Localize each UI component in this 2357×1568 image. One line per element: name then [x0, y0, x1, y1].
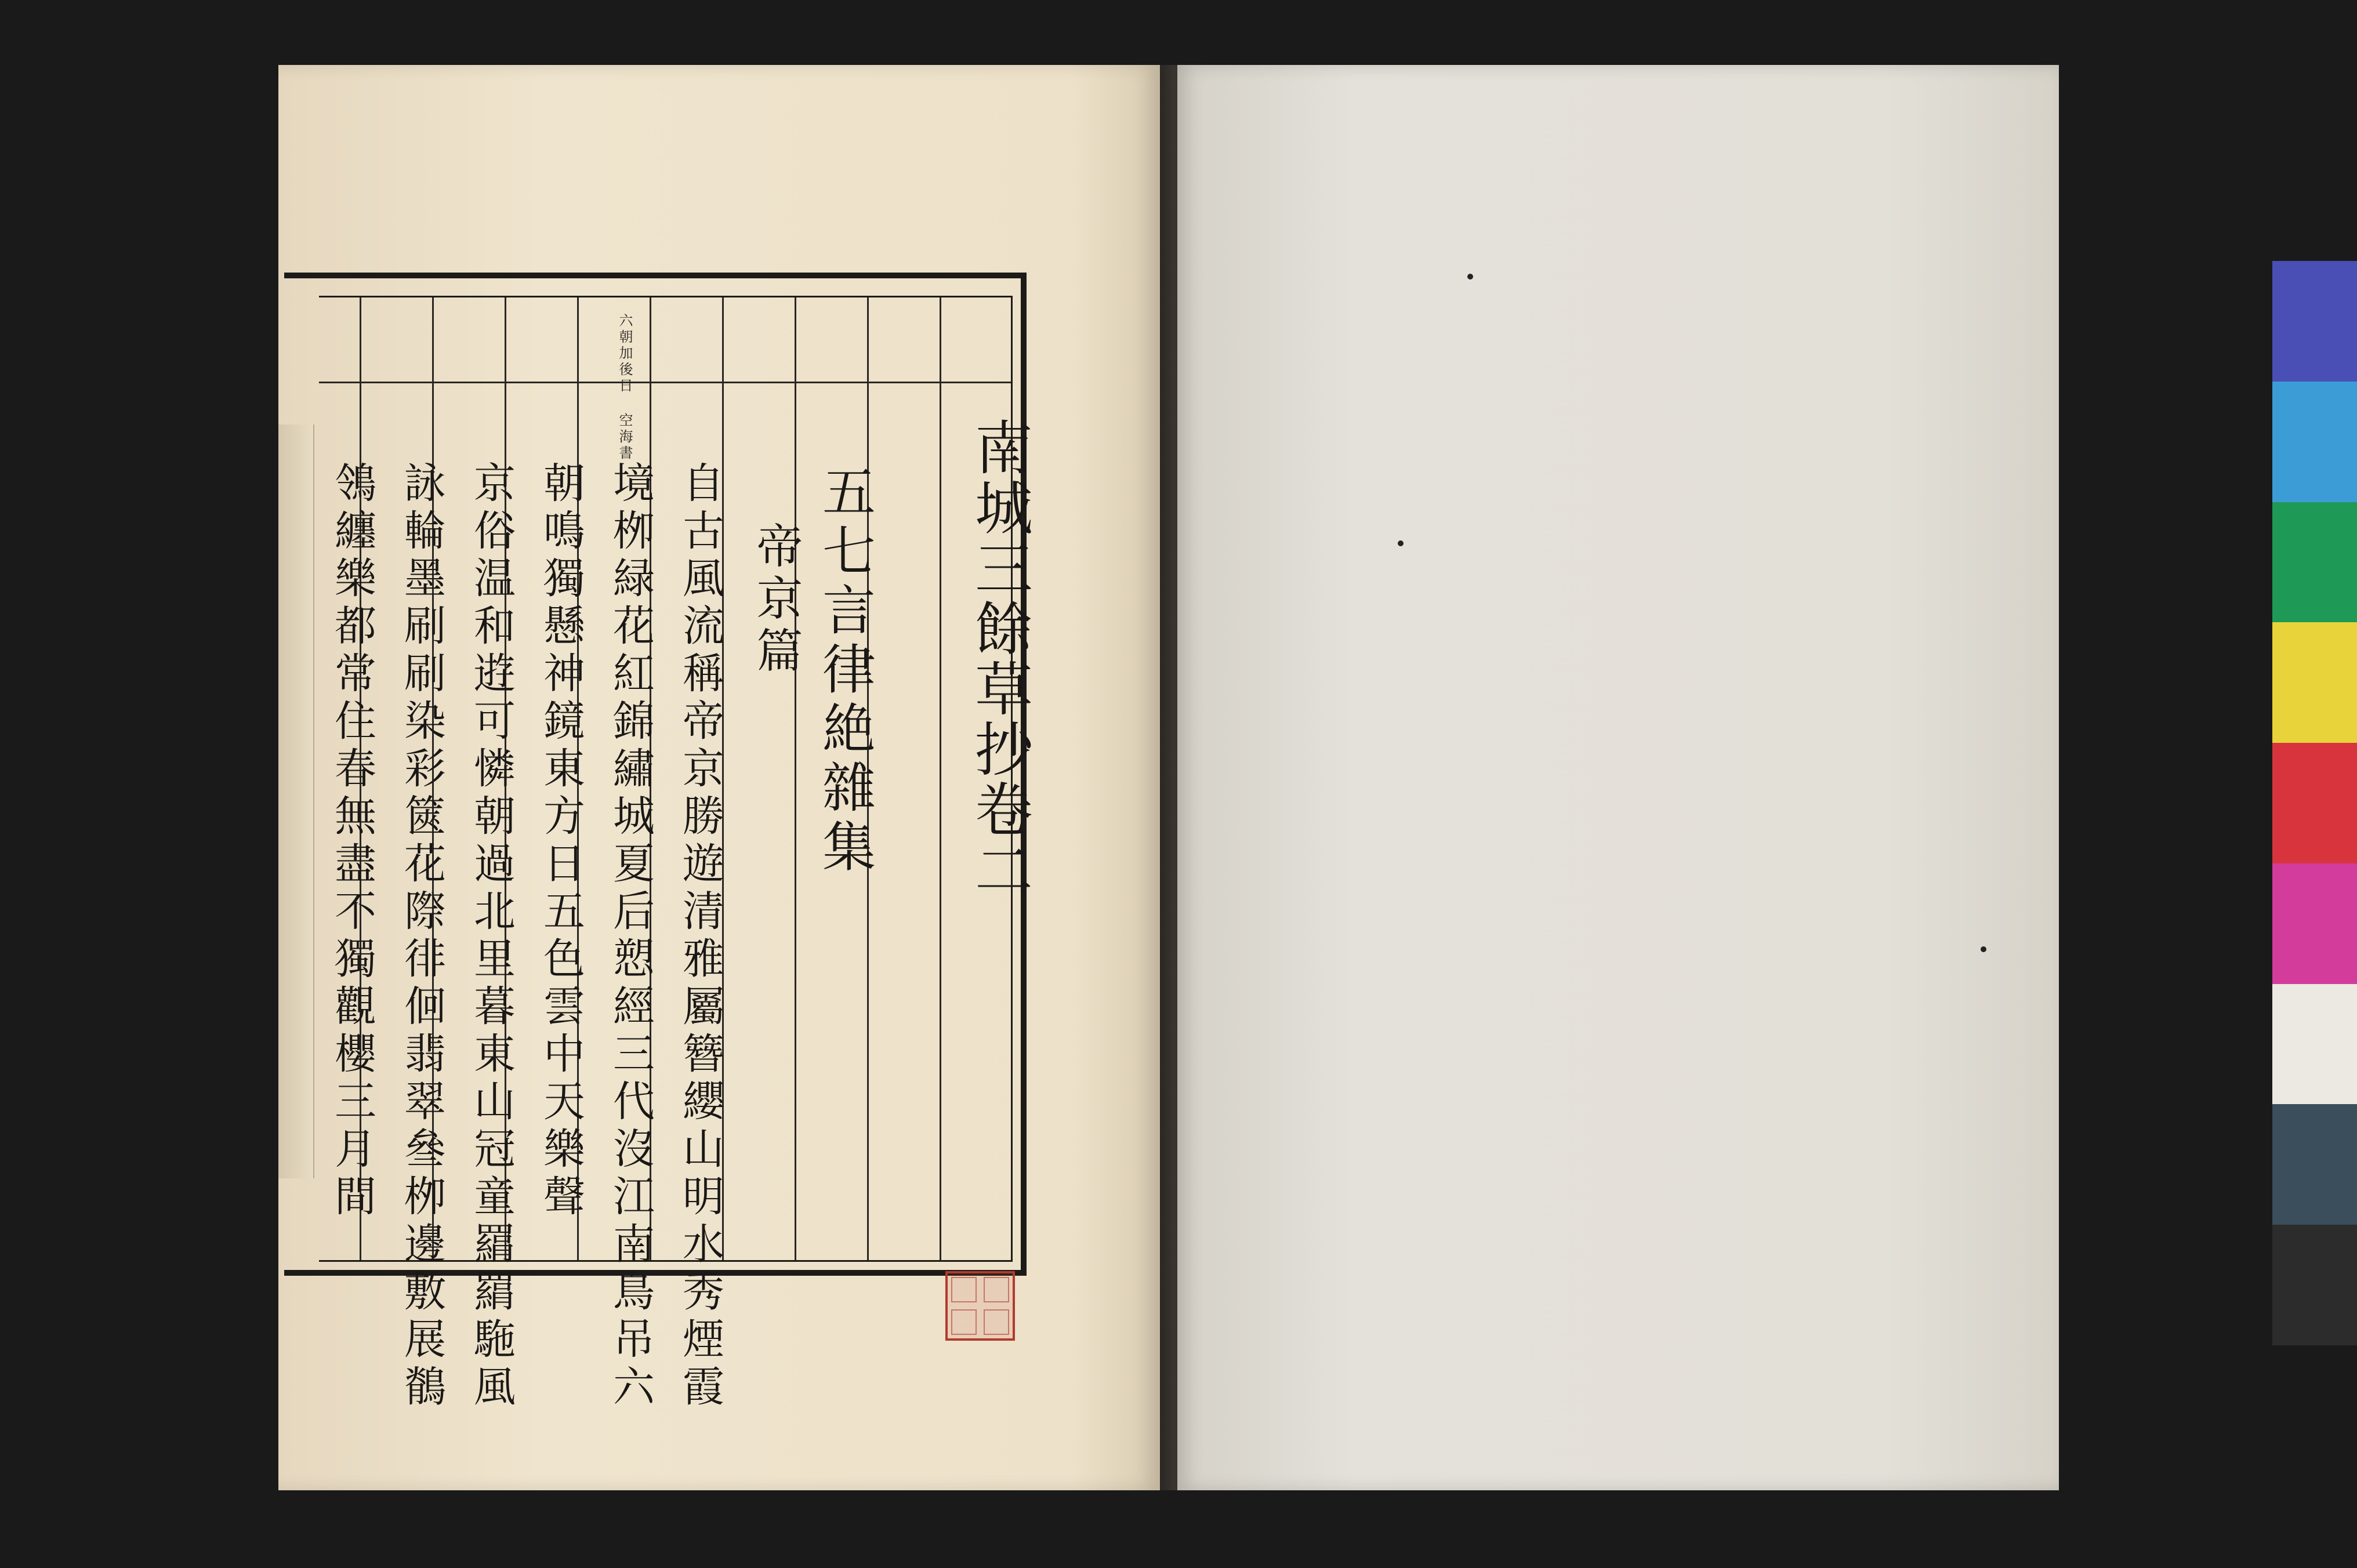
poem-column: 鴒纏樂都常住春無盡不獨觀櫻三月間: [328, 461, 376, 1222]
color-swatch: [2272, 743, 2357, 863]
printed-frame: [284, 273, 1033, 1412]
section-subtitle: 五七言律絶雜集: [814, 464, 876, 878]
color-swatch: [2272, 502, 2357, 623]
poem-column: 境栁緑花紅錦繡城夏后愬經三代沒江南鳥吊六: [606, 461, 655, 1412]
right-page-blank: [1177, 65, 2059, 1490]
column-rule: [940, 297, 941, 1260]
color-swatch: [2272, 863, 2357, 984]
column-rule: [795, 297, 796, 1260]
left-page: [278, 65, 1160, 1490]
color-swatch: [2272, 261, 2357, 382]
color-calibration-chart: [2272, 261, 2357, 1345]
paper-speck: [1398, 540, 1404, 546]
color-swatch: [2272, 382, 2357, 502]
header-rule: [319, 382, 1011, 383]
color-swatch: [2272, 1104, 2357, 1225]
poem-column: 自古風流稱帝京勝遊清雅屬簪纓山明水秀煙霞: [676, 461, 724, 1412]
red-ownership-seal: [945, 1271, 1015, 1341]
color-swatch: [2272, 622, 2357, 743]
color-swatch: [2272, 984, 2357, 1105]
poem-column: 朝鳴獨懸神鏡東方日五色雲中天樂聲: [536, 461, 585, 1222]
poem-column: 詠輪墨刷刷染彩篋花際徘佪翡翠叄栁邊敷展鶺: [397, 461, 446, 1412]
paper-speck: [1981, 946, 1986, 952]
book-spread: [278, 65, 2059, 1490]
paper-speck: [1467, 274, 1473, 280]
volume-title: 南城三餘草抄卷二: [965, 418, 1033, 900]
poem-title: 帝京篇: [749, 522, 803, 678]
marginal-annotation: 六朝加後日 空海書: [617, 313, 633, 462]
color-swatch: [2272, 1225, 2357, 1345]
poem-column: 京俗温和逰可憐朝過北里暮東山冠童羂羂駞風: [467, 461, 516, 1412]
